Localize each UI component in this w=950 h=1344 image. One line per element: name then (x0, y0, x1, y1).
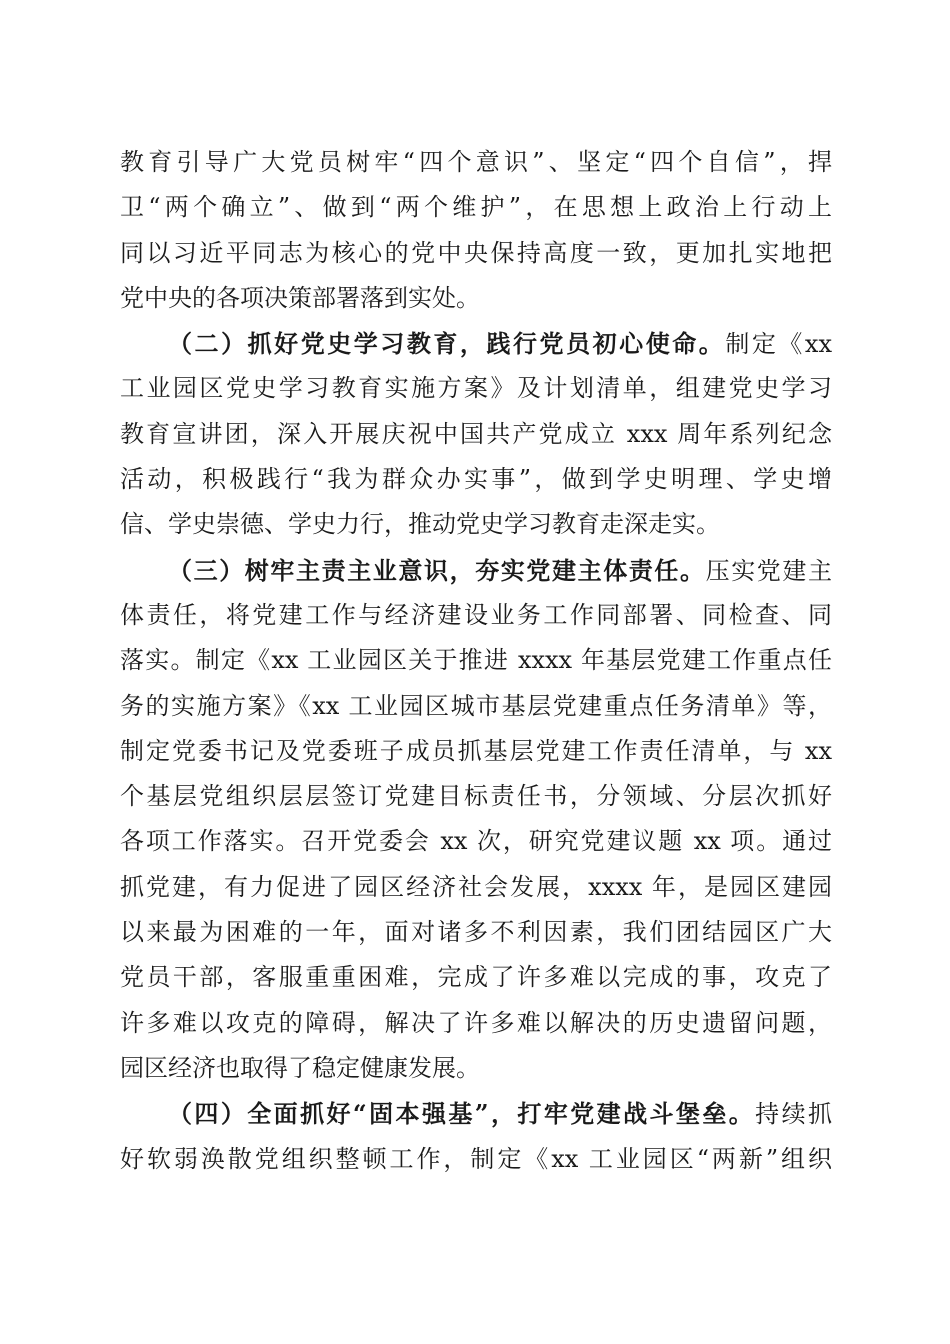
paragraph-line: 抓党建，有力促进了园区经济社会发展，xxxx 年，是园区建园 (120, 872, 832, 901)
paragraph-line: 同以习近平同志为核心的党中央保持高度一致，更加扎实地把 (120, 238, 832, 267)
paragraph-line: 党员干部，客服重重困难，完成了许多难以完成的事，攻克了 (120, 963, 832, 992)
paragraph-4 (120, 1091, 832, 1182)
paragraph-line: 制定党委书记及党委班子成员抓基层党建工作责任清单，与 xx (120, 736, 832, 765)
paragraph-line: 工业园区党史学习教育实施方案》及计划清单，组建党史学习 (120, 374, 832, 403)
paragraph-line: 党中央的各项决策部署落到实处。 (120, 283, 480, 312)
paragraph-text: 持续抓 (755, 1100, 833, 1129)
paragraph-1 (120, 140, 832, 321)
section-heading-2: （二）抓好党史学习教育，践行党员初心使命。 (168, 329, 726, 359)
paragraph-line: 各项工作落实。召开党委会 xx 次，研究党建议题 xx 项。通过 (120, 827, 832, 856)
paragraph-line: 园区经济也取得了稳定健康发展。 (120, 1053, 480, 1082)
paragraph-line: 卫“两个确立”、做到“两个维护”，在思想上政治上行动上 (120, 193, 832, 222)
paragraph-line: 教育宣讲团，深入开展庆祝中国共产党成立 xxx 周年系列纪念 (120, 419, 832, 448)
paragraph-text: 制定《xx (725, 330, 832, 359)
paragraph-line: 个基层党组织层层签订党建目标责任书，分领域、分层次抓好 (120, 782, 832, 811)
paragraph-line: 教育引导广大党员树牢“四个意识”、坚定“四个自信”，捍 (120, 148, 832, 176)
document-body (120, 140, 832, 1182)
paragraph-line: 信、学史崇德、学史力行，推动党史学习教育走深走实。 (120, 510, 720, 539)
paragraph-first-line (120, 548, 832, 593)
paragraph-text: 压实党建主 (705, 556, 833, 585)
paragraph-2 (120, 321, 832, 547)
paragraph-line: 好软弱涣散党组织整顿工作，制定《xx 工业园区“两新”组织 (120, 1144, 832, 1173)
paragraph-line: 落实。制定《xx 工业园区关于推进 xxxx 年基层党建工作重点任 (120, 646, 832, 675)
paragraph-line: 体责任，将党建工作与经济建设业务工作同部署、同检查、同 (120, 600, 832, 629)
paragraph-first-line (120, 1091, 832, 1136)
paragraph-line: 以来最为困难的一年，面对诸多不利因素，我们团结园区广大 (120, 918, 832, 947)
paragraph-line: 活动，积极践行“我为群众办实事”，做到学史明理、学史增 (120, 465, 832, 494)
paragraph-line: 务的实施方案》《xx 工业园区城市基层党建重点任务清单》等， (120, 691, 832, 720)
paragraph-first-line (120, 321, 832, 366)
section-heading-4: （四）全面抓好“固本强基”，打牢党建战斗堡垒。 (168, 1099, 756, 1129)
paragraph-3 (120, 548, 832, 1092)
paragraph-line: 许多难以攻克的障碍，解决了许多难以解决的历史遗留问题， (120, 1008, 832, 1037)
section-heading-3: （三）树牢主责主业意识，夯实党建主体责任。 (168, 555, 706, 585)
